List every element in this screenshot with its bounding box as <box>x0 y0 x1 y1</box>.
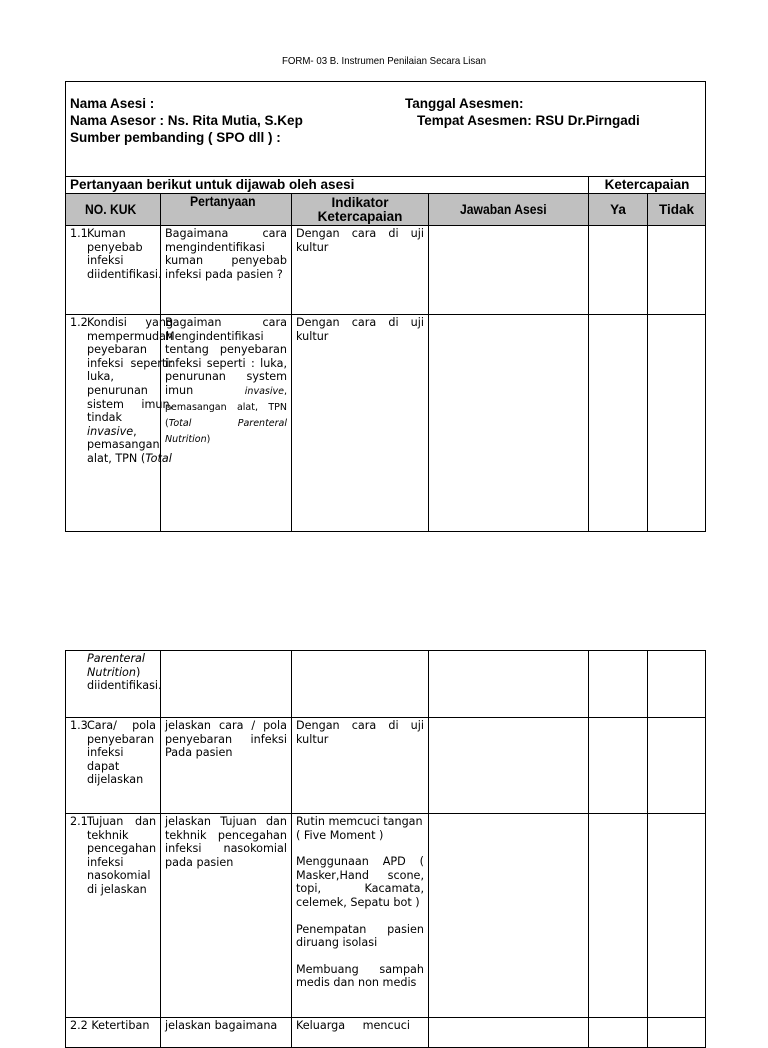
question-cell: jelaskan bagaimana <box>161 1018 292 1048</box>
col-jawaban-asesi: Jawaban Asesi <box>429 194 589 226</box>
assessment-table-page-2 <box>65 650 706 1048</box>
question-cell: jelaskan cara / pola penyebaran infeksi Pada pasien <box>161 718 292 814</box>
kuk-cell: Parenteral Nutrition) diidentifikasi. <box>66 651 161 718</box>
answer-cell[interactable] <box>429 718 589 814</box>
answer-cell[interactable] <box>429 226 589 315</box>
col-tidak: Tidak <box>648 194 706 226</box>
answer-cell[interactable] <box>429 315 589 532</box>
col-no-kuk: NO. KUK <box>66 194 161 226</box>
kuk-cell: 2.1 Tujuan dan tekhnik pencegahan infeksi nasokomial di jelaskan <box>66 814 161 1018</box>
indicator-cell: Keluarga mencuci <box>292 1018 429 1048</box>
table-row <box>66 226 706 315</box>
assessment-table-page-1 <box>65 81 706 532</box>
kuk-cell: 2.2 Ketertiban <box>66 1018 161 1048</box>
table-row <box>66 718 706 814</box>
tempat-asesmen-label: Tempat Asesmen: RSU Dr.Pirngadi <box>417 113 640 128</box>
table-row <box>66 1018 706 1048</box>
kuk-cell: 1.2 Kondisi yang mempermudah peyebaran infeksi seperti: luka, penurunan sistem imun, tindak invasive, pemasangan alat, TPN (Total <box>66 315 161 532</box>
indicator-cell: Dengan cara di uji kultur <box>292 226 429 315</box>
indicator-cell: Dengan cara di uji kultur <box>292 315 429 532</box>
question-cell: jelaskan Tujuan dan tekhnik pencegahan infeksi nasokomial pada pasien <box>161 814 292 1018</box>
header-info-cell <box>66 82 706 177</box>
ketercapaian-header: Ketercapaian <box>589 177 706 194</box>
question-cell: Bagaimana cara mengindentifikasi kuman penyebab infeksi pada pasien ? <box>161 226 292 315</box>
tidak-cell[interactable] <box>648 315 706 532</box>
indicator-cell: Dengan cara di uji kultur <box>292 718 429 814</box>
indicator-cell: Rutin memcuci tangan ( Five Moment ) Menggunaan APD ( Masker,Hand scone, topi, Kacamata, celemek, Sepatu bot ) Penempatan pasien diruang isolasi Membuang sampah medis dan non medis <box>292 814 429 1018</box>
table-row <box>66 315 706 532</box>
col-ya: Ya <box>589 194 648 226</box>
tidak-cell[interactable] <box>648 1018 706 1048</box>
answer-cell[interactable] <box>429 651 589 718</box>
kuk-cell: 1.1 Kuman penyebab infeksi diidentifikasi. <box>66 226 161 315</box>
sumber-pembanding-label: Sumber pembanding ( SPO dll ) : <box>70 130 281 145</box>
question-intro-row <box>66 177 706 194</box>
ya-cell[interactable] <box>589 226 648 315</box>
ya-cell[interactable] <box>589 1018 648 1048</box>
ya-cell[interactable] <box>589 718 648 814</box>
ya-cell[interactable] <box>589 315 648 532</box>
question-cell: Bagaiman cara Mengindentifikasi tentang penyebaran infeksi seperti : luka, penurunan system imun invasive, pemasangan alat, TPN (Total Parenteral Nutrition) <box>161 315 292 532</box>
form-title: FORM- 03 B. Instrumen Penilaian Secara Lisan <box>281 55 487 67</box>
answer-cell[interactable] <box>429 1018 589 1048</box>
table-row <box>66 814 706 1018</box>
table-row <box>66 651 706 718</box>
question-cell <box>161 651 292 718</box>
column-header-row <box>66 194 706 226</box>
tanggal-asesmen-label: Tanggal Asesmen: <box>405 96 524 111</box>
kuk-cell: 1.3 Cara/ pola penyebaran infeksi dapat dijelaskan <box>66 718 161 814</box>
ya-cell[interactable] <box>589 814 648 1018</box>
tidak-cell[interactable] <box>648 651 706 718</box>
question-intro: Pertanyaan berikut untuk dijawab oleh asesi <box>66 177 589 194</box>
header-info-row <box>66 82 706 177</box>
tidak-cell[interactable] <box>648 226 706 315</box>
indicator-cell <box>292 651 429 718</box>
nama-asesor-label: Nama Asesor : Ns. Rita Mutia, S.Kep <box>70 113 303 128</box>
nama-asesi-label: Nama Asesi : <box>70 96 155 111</box>
tidak-cell[interactable] <box>648 814 706 1018</box>
col-pertanyaan: Pertanyaan <box>161 194 292 226</box>
col-indikator: Indikator Ketercapaian <box>292 194 429 226</box>
ya-cell[interactable] <box>589 651 648 718</box>
tidak-cell[interactable] <box>648 718 706 814</box>
answer-cell[interactable] <box>429 814 589 1018</box>
